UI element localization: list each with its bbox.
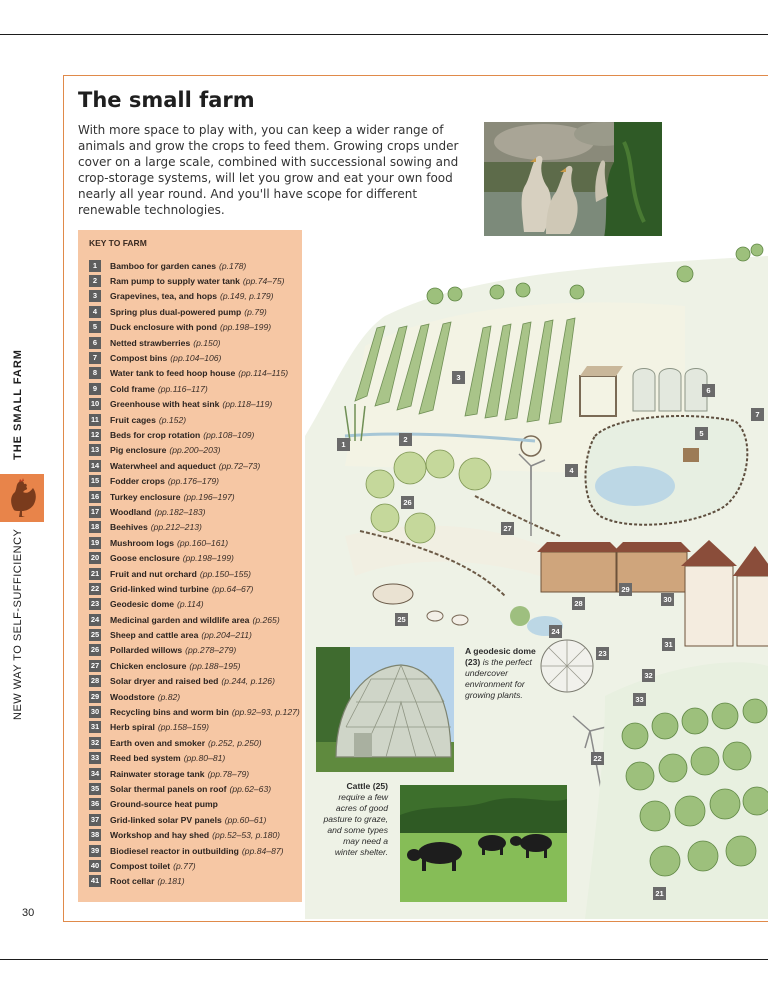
key-item (89, 858, 300, 873)
key-item (89, 843, 300, 858)
map-marker-7: 7 (751, 408, 764, 421)
map-marker-31: 31 (662, 638, 675, 651)
key-item-label: Workshop and hay shed (110, 830, 210, 841)
key-number-badge: 33 (90, 753, 100, 763)
key-item-page-ref: (pp.72–73) (218, 460, 261, 471)
key-item-page-ref: (pp.176–179) (167, 476, 220, 487)
key-item-page-ref: (pp.198–199) (182, 553, 234, 564)
key-item-label: Beds for crop rotation (110, 429, 201, 440)
key-item-label: Geodesic dome (110, 599, 174, 610)
key-number-badge: 22 (90, 583, 100, 593)
key-item-label: Ground-source heat pump (110, 799, 218, 810)
key-item-label: Herb spiral (110, 722, 155, 733)
key-item-page-ref: (pp.78–79) (207, 768, 250, 779)
key-number-badge: 8 (89, 367, 101, 379)
key-number-badge: 38 (90, 830, 100, 840)
page-title: The small farm (78, 88, 255, 112)
dome-caption (465, 646, 537, 701)
key-item-page-ref: (pp.204–211) (201, 630, 252, 641)
key-number-badge: 26 (90, 645, 100, 655)
key-item (89, 289, 300, 304)
key-item-page-ref: (pp.278–279) (185, 645, 237, 656)
key-list (89, 258, 300, 889)
key-item-page-ref: (p.114) (177, 599, 204, 610)
key-item (89, 643, 300, 658)
key-item-label: Root cellar (110, 876, 155, 887)
key-item (89, 766, 300, 781)
key-item (89, 720, 300, 735)
dome-caption-text: is the perfect undercover environment for growing plants. (465, 657, 532, 700)
map-marker-28: 28 (572, 597, 585, 610)
key-item-page-ref: (p.82) (157, 691, 181, 702)
key-number-badge: 17 (90, 506, 100, 516)
key-heading: KEY TO FARM (89, 238, 147, 248)
key-item (89, 304, 300, 319)
key-number-badge: 27 (90, 660, 100, 670)
key-item-label: Waterwheel and aqueduct (110, 460, 216, 471)
key-item-page-ref: (pp.62–63) (229, 783, 272, 794)
rooster-icon (0, 474, 44, 522)
key-item (89, 473, 300, 488)
key-number-badge: 7 (89, 352, 101, 364)
key-item-page-ref: (pp.104–106) (170, 353, 222, 364)
key-item (89, 381, 300, 396)
key-number-badge: 41 (90, 876, 100, 886)
map-marker-33: 33 (633, 693, 646, 706)
key-number-badge: 5 (89, 321, 101, 333)
key-item-label: Fodder crops (110, 476, 165, 487)
key-item-page-ref: (pp.150–155) (199, 568, 252, 579)
key-number-badge: 10 (90, 399, 100, 409)
key-item-page-ref: (p.152) (158, 414, 187, 425)
key-number-badge: 1 (89, 260, 101, 272)
key-item-label: Woodstore (110, 691, 155, 702)
key-item-page-ref: (pp.188–195) (189, 660, 241, 671)
key-item-label: Fruit cages (110, 414, 156, 425)
key-item-label: Grid-linked wind turbine (110, 583, 209, 594)
farm-key (78, 230, 302, 902)
key-item (89, 520, 300, 535)
key-number-badge: 20 (90, 553, 100, 563)
map-marker-3: 3 (452, 371, 465, 384)
key-number-badge: 15 (90, 476, 100, 486)
key-item (89, 427, 300, 442)
map-marker-2: 2 (399, 433, 412, 446)
key-item (89, 443, 300, 458)
map-marker-27: 27 (501, 522, 514, 535)
key-item-page-ref: (pp.92–93, p.127) (231, 707, 300, 718)
map-marker-30: 30 (661, 593, 674, 606)
key-item-page-ref: (pp.118–119) (222, 399, 273, 410)
key-item (89, 704, 300, 719)
key-item (89, 689, 300, 704)
key-item (89, 735, 300, 750)
key-item (89, 366, 300, 381)
key-number-badge: 36 (90, 799, 100, 809)
key-item-label: Reed bed system (110, 753, 181, 764)
key-item-label: Biodiesel reactor in outbuilding (110, 845, 239, 856)
key-item (89, 658, 300, 673)
key-item-label: Water tank to feed hoop house (110, 368, 236, 379)
key-item-label: Rainwater storage tank (110, 768, 205, 779)
key-number-badge: 4 (89, 306, 101, 318)
ducks-photo (484, 122, 662, 238)
key-item-page-ref: (p.252, p.250) (208, 737, 262, 748)
map-marker-1: 1 (337, 438, 350, 451)
key-item-label: Ram pump to supply water tank (110, 276, 240, 287)
key-number-badge: 35 (90, 783, 100, 793)
key-item-page-ref: (pp.200–203) (169, 445, 221, 456)
key-item (89, 489, 300, 504)
key-item (89, 612, 300, 627)
key-number-badge: 25 (90, 630, 100, 640)
key-item-page-ref: (p.150) (193, 337, 221, 348)
key-item-label: Pollarded willows (110, 645, 183, 656)
key-number-badge: 28 (90, 676, 100, 686)
key-item (89, 320, 300, 335)
map-marker-6: 6 (702, 384, 715, 397)
key-item-page-ref: (pp.60–61) (224, 814, 267, 825)
key-item (89, 412, 300, 427)
key-item (89, 812, 300, 827)
key-item-label: Woodland (110, 506, 152, 517)
key-number-badge: 39 (90, 845, 100, 855)
key-number-badge: 14 (90, 460, 100, 470)
key-item (89, 504, 300, 519)
key-number-badge: 12 (90, 429, 100, 439)
key-number-badge: 6 (89, 337, 101, 349)
key-item (89, 797, 300, 812)
map-marker-22: 22 (591, 752, 604, 765)
key-item-page-ref: (pp.52–53, p.180) (212, 830, 281, 841)
key-item-label: Bamboo for garden canes (110, 260, 217, 271)
key-item (89, 874, 300, 889)
key-item-label: Netted strawberries (110, 337, 191, 348)
key-item (89, 397, 300, 412)
key-item (89, 827, 300, 842)
key-number-badge: 34 (90, 768, 100, 778)
key-number-badge: 32 (90, 737, 100, 747)
key-item-label: Sheep and cattle area (110, 630, 199, 641)
key-item-page-ref: (pp.80–81) (183, 753, 226, 764)
key-item-page-ref: (pp.160–161) (176, 537, 229, 548)
map-marker-26: 26 (401, 496, 414, 509)
key-item-label: Compost bins (110, 353, 168, 364)
map-marker-5: 5 (695, 427, 708, 440)
key-item (89, 350, 300, 365)
key-number-badge: 24 (90, 614, 100, 624)
key-item-page-ref: (pp.108–109) (203, 429, 255, 440)
key-number-badge: 11 (89, 414, 101, 426)
dome-caption-bold: A geodesic dome (23) (465, 646, 536, 667)
key-number-badge: 29 (90, 691, 100, 701)
intro-paragraph: With more space to play with, you can keep a wider range of animals and grow the crops to feed them. Growing crops under cover on a large scale, combined with successional sowing and crop-storage systems, will let you grow and eat your own food nearly all year round. And you'll have scope for different renewable technologies. (78, 123, 459, 217)
key-number-badge: 16 (90, 491, 100, 501)
key-item-label: Goose enclosure (110, 553, 180, 564)
map-marker-25: 25 (395, 613, 408, 626)
key-number-badge: 9 (89, 383, 101, 395)
key-item-page-ref: (pp.114–115) (238, 368, 289, 379)
key-number-badge: 3 (89, 290, 101, 302)
key-item-label: Mushroom logs (110, 537, 174, 548)
key-item-label: Fruit and nut orchard (110, 568, 197, 579)
key-item (89, 581, 300, 596)
key-number-badge: 37 (90, 814, 100, 824)
key-item-label: Turkey enclosure (110, 491, 181, 502)
book-title: NEW WAY TO SELF-SUFFICIENCY (12, 528, 24, 720)
key-item-label: Spring plus dual-powered pump (110, 306, 242, 317)
key-item (89, 781, 300, 796)
key-item (89, 674, 300, 689)
key-item (89, 273, 300, 288)
key-number-badge: 30 (90, 707, 100, 717)
key-item (89, 335, 300, 350)
key-item (89, 597, 300, 612)
key-item (89, 751, 300, 766)
key-item (89, 566, 300, 581)
key-item-page-ref: (p.79) (244, 306, 267, 317)
key-item-page-ref: (pp.182–183) (154, 506, 206, 517)
key-item-page-ref: (p.149, p.179) (219, 291, 274, 302)
cattle-caption-text: require a few acres of good pasture to graze, and some types may need a winter shelter. (323, 792, 388, 857)
key-item (89, 458, 300, 473)
key-item-label: Medicinal garden and wildlife area (110, 614, 250, 625)
key-item-page-ref: (p.265) (252, 614, 280, 625)
key-item-page-ref: (p.244, p.126) (221, 676, 275, 687)
key-item-page-ref: (pp.84–87) (241, 845, 284, 856)
key-item (89, 550, 300, 565)
key-item-page-ref: (p.77) (173, 860, 196, 871)
key-number-badge: 40 (90, 860, 100, 870)
key-item-label: Greenhouse with heat sink (110, 399, 220, 410)
key-item (89, 627, 300, 642)
key-item-label: Beehives (110, 522, 148, 533)
key-number-badge: 31 (90, 722, 100, 732)
map-marker-23: 23 (596, 647, 609, 660)
key-item-label: Solar dryer and raised bed (110, 676, 219, 687)
map-marker-32: 32 (642, 669, 655, 682)
key-item-label: Pig enclosure (110, 445, 167, 456)
key-item-page-ref: (pp.116–117) (157, 383, 208, 394)
key-number-badge: 18 (90, 522, 100, 532)
map-marker-21: 21 (653, 887, 666, 900)
key-item-page-ref: (pp.198–199) (219, 322, 272, 333)
key-item-label: Chicken enclosure (110, 660, 187, 671)
key-item (89, 535, 300, 550)
key-item-page-ref: (pp.74–75) (242, 276, 285, 287)
key-item-label: Duck enclosure with pond (110, 322, 217, 333)
key-item (89, 258, 300, 273)
key-item-page-ref: (p.178) (219, 260, 247, 271)
key-item-page-ref: (pp.212–213) (150, 522, 202, 533)
key-number-badge: 2 (89, 275, 101, 287)
key-item-label: Grid-linked solar PV panels (110, 814, 222, 825)
map-marker-24: 24 (549, 625, 562, 638)
key-number-badge: 13 (90, 445, 100, 455)
cattle-photo (400, 785, 567, 902)
key-item-label: Earth oven and smoker (110, 737, 206, 748)
key-item-label: Grapevines, tea, and hops (110, 291, 217, 302)
key-item-page-ref: (pp.196–197) (183, 491, 235, 502)
chapter-label: THE SMALL FARM (12, 349, 24, 460)
key-item-page-ref: (pp.158–159) (157, 722, 210, 733)
map-marker-29: 29 (619, 583, 632, 596)
key-item-label: Cold frame (110, 383, 155, 394)
key-number-badge: 19 (90, 537, 100, 547)
key-item-page-ref: (p.181) (157, 876, 185, 887)
key-number-badge: 23 (90, 599, 100, 609)
key-item-page-ref: (pp.64–67) (211, 583, 254, 594)
map-marker-4: 4 (565, 464, 578, 477)
key-item-label: Recycling bins and worm bin (110, 707, 229, 718)
cattle-caption-bold: Cattle (25) (346, 781, 388, 791)
key-item-label: Compost toilet (110, 860, 171, 871)
key-item-label: Solar thermal panels on roof (110, 783, 227, 794)
cattle-caption (318, 781, 388, 858)
key-number-badge: 21 (90, 568, 100, 578)
geodesic-dome-photo (316, 647, 454, 772)
page-number: 30 (22, 907, 35, 919)
